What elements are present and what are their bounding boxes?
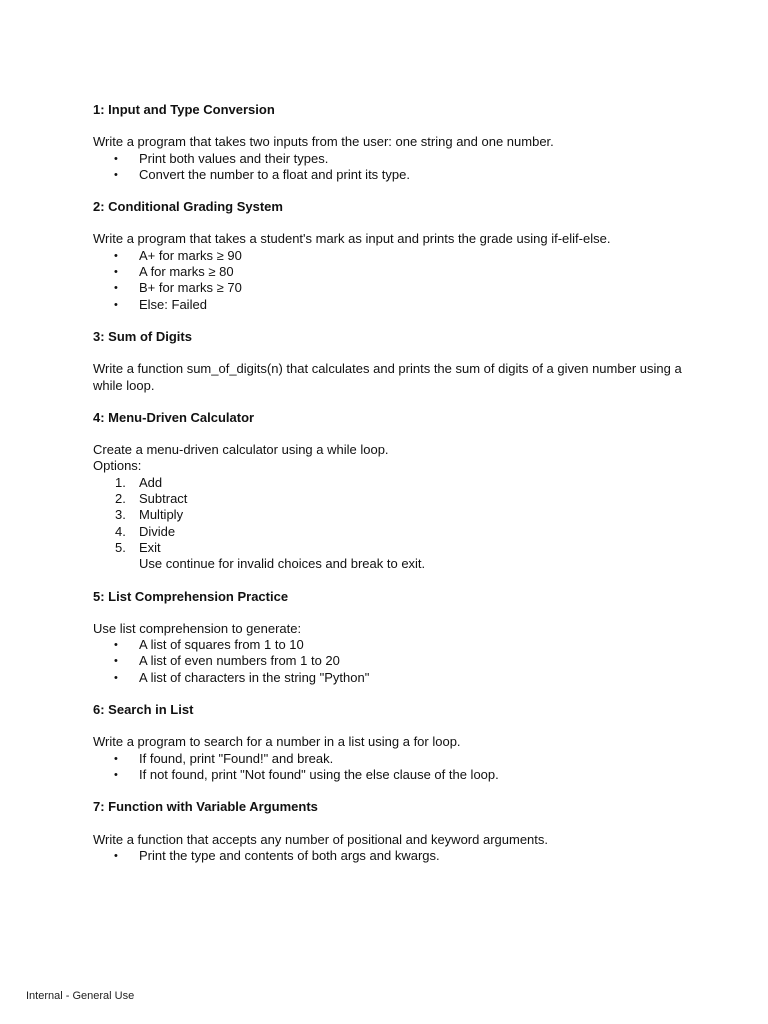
list-item-text: Add [139,474,163,490]
bullet-icon: • [114,849,118,862]
section-intro: Write a program to search for a number in a list using a for loop. [93,734,461,750]
list-item [93,637,683,653]
section-intro: Write a program that takes two inputs from the user: one string and one number. [93,134,554,150]
list-number: 3. [115,507,126,523]
list-item [93,653,683,669]
bullet-list [93,751,683,784]
list-item [93,491,683,507]
list-number: 1. [115,474,126,490]
section-7 [93,799,683,864]
section-heading: 7: Function with Variable Arguments [93,799,318,815]
section-heading: 2: Conditional Grading System [93,199,283,215]
list-item [93,540,683,556]
list-item [93,507,683,523]
list-item [93,280,683,296]
list-item-text: Convert the number to a float and print its type. [139,166,410,182]
list-item-text: A list of characters in the string "Python" [139,669,370,685]
list-item-text: If found, print "Found!" and break. [139,750,334,766]
list-item-text: Divide [139,523,176,539]
numbered-list [93,475,683,556]
list-item [93,670,683,686]
list-item-text: A+ for marks ≥ 90 [139,247,242,263]
bullet-icon: • [114,282,118,295]
list-item-text: If not found, print "Not found" using the else clause of the loop. [139,766,499,782]
document-body [93,102,683,864]
section-4 [93,410,683,573]
bullet-icon: • [114,266,118,279]
list-item-text: Exit [139,539,161,555]
bullet-icon: • [114,639,118,652]
list-item-text: Subtract [139,491,188,507]
list-item [93,248,683,264]
list-item-text: A list of even numbers from 1 to 20 [139,653,340,669]
calculator-note: Use continue for invalid choices and break to exit. [139,556,426,572]
bullet-icon: • [114,655,118,668]
section-intro: Write a function that accepts any number of positional and keyword arguments. [93,831,549,847]
list-item [93,848,683,864]
section-3 [93,329,683,394]
bullet-list [93,151,683,184]
bullet-icon: • [114,768,118,781]
list-item-text: Else: Failed [139,296,207,312]
list-item [93,767,683,783]
list-item [93,751,683,767]
bullet-icon: • [114,152,118,165]
list-item [93,475,683,491]
list-item-text: Print the type and contents of both args and kwargs. [139,847,440,863]
section-intro: Write a program that takes a student's mark as input and prints the grade using if-elif-else. [93,231,611,247]
section-intro: Use list comprehension to generate: [93,620,302,636]
section-2 [93,199,683,313]
list-item [93,151,683,167]
section-5 [93,589,683,686]
bullet-icon: • [114,249,118,262]
list-item [93,264,683,280]
section-6 [93,702,683,783]
list-number: 2. [115,491,126,507]
bullet-icon: • [114,298,118,311]
list-item [93,524,683,540]
list-item-text: A for marks ≥ 80 [139,264,234,280]
list-number: 5. [115,539,126,555]
section-1 [93,102,683,183]
bullet-list [93,848,683,864]
section-heading: 4: Menu-Driven Calculator [93,409,255,425]
list-item-text: A list of squares from 1 to 10 [139,637,304,653]
bullet-icon: • [114,671,118,684]
bullet-list [93,637,683,686]
section-intro: Write a function sum_of_digits(n) that calculates and prints the sum of digits of a given number using a while loop. [93,361,682,393]
list-item-text: Print both values and their types. [139,150,329,166]
section-heading: 6: Search in List [93,702,194,718]
section-intro: Create a menu-driven calculator using a while loop. [93,442,389,458]
section-heading: 1: Input and Type Conversion [93,102,275,117]
bullet-list [93,248,683,313]
list-number: 4. [115,523,126,539]
bullet-icon: • [114,168,118,181]
section-heading: 5: List Comprehension Practice [93,588,289,604]
list-item-text: Multiply [139,507,184,523]
bullet-icon: • [114,752,118,765]
footer-classification-label: Internal - General Use [26,990,135,1002]
list-item [93,297,683,313]
list-item-text: B+ for marks ≥ 70 [139,280,242,296]
section-heading: 3: Sum of Digits [93,328,192,344]
options-label: Options: [93,458,142,474]
list-item [93,167,683,183]
